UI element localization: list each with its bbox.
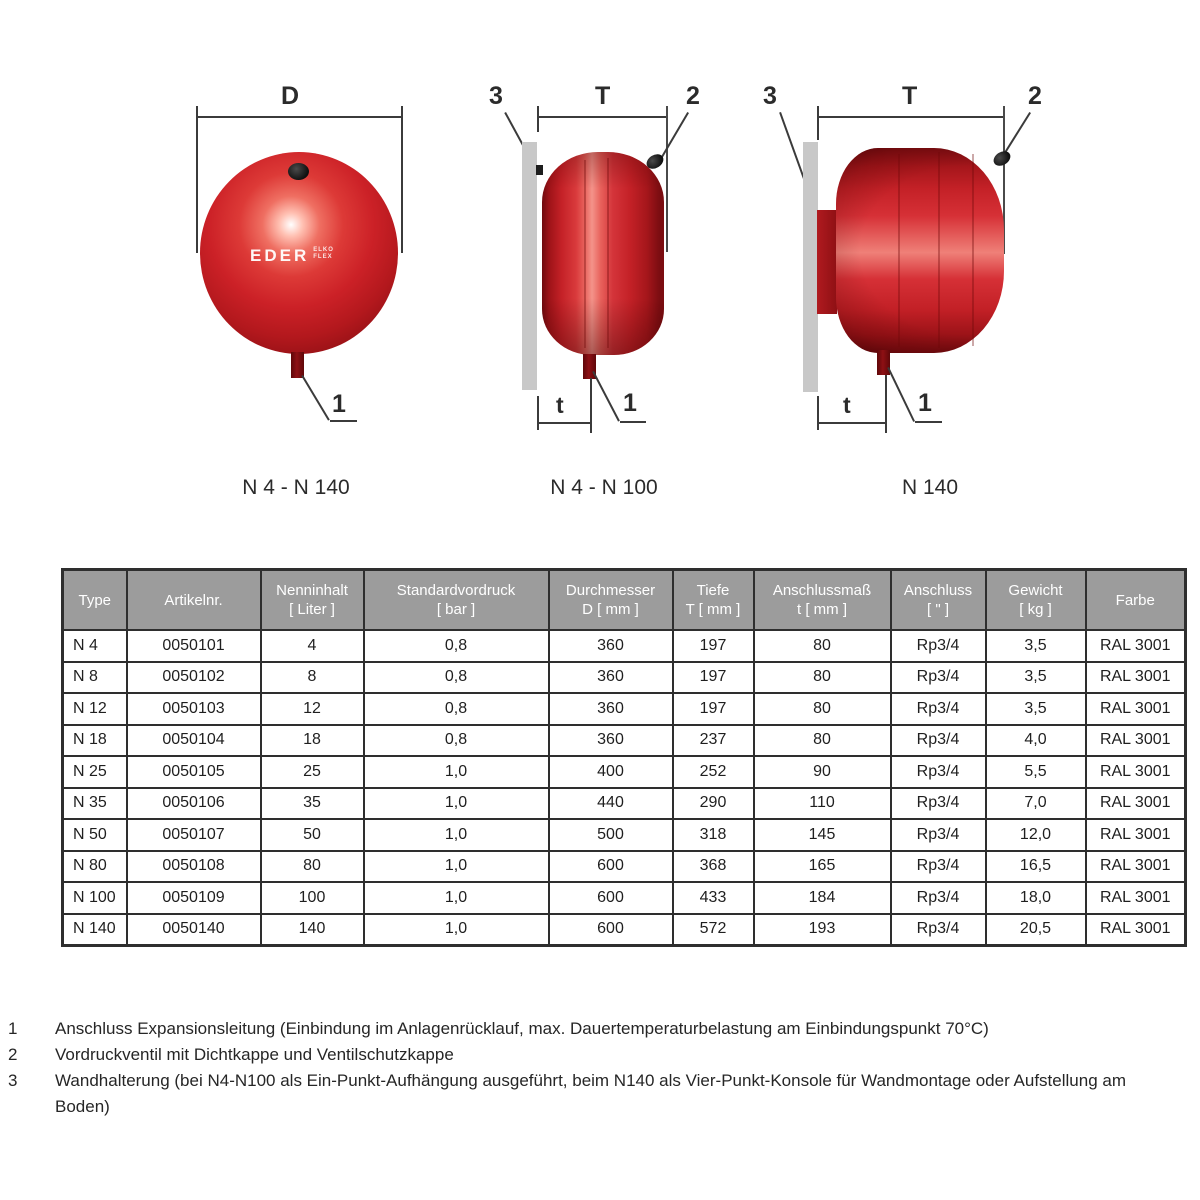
eder-logo: [250, 247, 334, 264]
ref-label-2: 2: [686, 82, 700, 110]
table-cell: 4,0: [986, 725, 1086, 757]
table-cell: RAL 3001: [1086, 882, 1186, 914]
table-cell: RAL 3001: [1086, 819, 1186, 851]
column-header: Anschlussmaß t [ mm ]: [754, 570, 891, 631]
table-cell: RAL 3001: [1086, 914, 1186, 946]
table-cell: 20,5: [986, 914, 1086, 946]
vessel-seam: [584, 160, 586, 348]
vessel-seam: [607, 158, 609, 348]
footnote-row: [8, 1068, 1140, 1120]
table-cell: Rp3/4: [891, 914, 986, 946]
spec-table-wrap: [61, 568, 1187, 947]
table-cell: 3,5: [986, 662, 1086, 694]
table-cell: 0050101: [127, 630, 261, 662]
column-header: Durchmesser D [ mm ]: [549, 570, 673, 631]
table-cell: RAL 3001: [1086, 630, 1186, 662]
table-cell: Rp3/4: [891, 788, 986, 820]
table-cell: 0050109: [127, 882, 261, 914]
wall: [522, 142, 537, 390]
table-cell: 145: [754, 819, 891, 851]
table-cell: 440: [549, 788, 673, 820]
table-cell: N 35: [63, 788, 127, 820]
footnote-number: 1: [8, 1019, 18, 1038]
table-cell: 0050105: [127, 756, 261, 788]
table-cell: 197: [673, 630, 754, 662]
table-cell: 18: [261, 725, 364, 757]
table-cell: 1,0: [364, 851, 549, 883]
table-cell: 360: [549, 630, 673, 662]
table-cell: 3,5: [986, 630, 1086, 662]
table-row: [63, 630, 1186, 662]
spec-table: [61, 568, 1187, 947]
t-dim-tick-left: [817, 396, 819, 430]
table-cell: RAL 3001: [1086, 693, 1186, 725]
dim-label-t-lower: t: [556, 392, 564, 418]
t-dim-tick-right: [885, 375, 887, 433]
table-cell: 12,0: [986, 819, 1086, 851]
table-cell: 35: [261, 788, 364, 820]
vessel-cylinder-view: [836, 148, 1004, 353]
table-cell: 1,0: [364, 788, 549, 820]
table-cell: 8: [261, 662, 364, 694]
spec-table-body: [63, 630, 1186, 946]
table-cell: RAL 3001: [1086, 756, 1186, 788]
t-dimension-line: [538, 422, 591, 424]
vessel-seam: [972, 154, 974, 346]
table-cell: 0050102: [127, 662, 261, 694]
table-cell: 193: [754, 914, 891, 946]
dimension-ext-right: [401, 106, 403, 253]
table-cell: 400: [549, 756, 673, 788]
diagram-caption-2: N 4 - N 100: [550, 476, 658, 499]
table-cell: 0050108: [127, 851, 261, 883]
valve-icon: [991, 148, 1013, 169]
table-cell: 290: [673, 788, 754, 820]
column-header: Standardvordruck [ bar ]: [364, 570, 549, 631]
table-cell: 360: [549, 662, 673, 694]
footnotes: [8, 1016, 1140, 1120]
table-cell: N 140: [63, 914, 127, 946]
leader-line-1: [592, 371, 620, 422]
wall-bracket: [817, 210, 837, 314]
table-cell: 197: [673, 662, 754, 694]
table-cell: 252: [673, 756, 754, 788]
table-cell: 368: [673, 851, 754, 883]
leader-line-1: [887, 367, 915, 422]
table-cell: RAL 3001: [1086, 788, 1186, 820]
diagram-caption-1: N 4 - N 140: [242, 476, 350, 499]
table-cell: 90: [754, 756, 891, 788]
table-cell: 0050106: [127, 788, 261, 820]
column-header: Tiefe T [ mm ]: [673, 570, 754, 631]
table-cell: N 25: [63, 756, 127, 788]
leader-line-1-base: [915, 421, 942, 423]
table-cell: 165: [754, 851, 891, 883]
dimension-line-d: [197, 116, 403, 118]
table-cell: 5,5: [986, 756, 1086, 788]
table-cell: N 18: [63, 725, 127, 757]
column-header: Nenninhalt [ Liter ]: [261, 570, 364, 631]
table-cell: 80: [261, 851, 364, 883]
table-cell: 0,8: [364, 725, 549, 757]
dim-label-t-upper: T: [902, 82, 918, 110]
footnote-text: Wandhalterung (bei N4-N100 als Ein-Punkt-Aufhängung ausgeführt, beim N140 als Vier-Punkt-Konsole für Wandmontage oder Aufstellung am Boden): [55, 1071, 1126, 1116]
column-header: Anschluss [ " ]: [891, 570, 986, 631]
table-cell: 4: [261, 630, 364, 662]
dim-label-t-upper: T: [595, 82, 611, 110]
table-cell: Rp3/4: [891, 630, 986, 662]
table-cell: RAL 3001: [1086, 851, 1186, 883]
ref-label-1: 1: [332, 390, 346, 418]
t-dimension-line: [818, 422, 886, 424]
table-cell: 80: [754, 693, 891, 725]
table-cell: 18,0: [986, 882, 1086, 914]
table-cell: 80: [754, 725, 891, 757]
table-cell: 80: [754, 662, 891, 694]
table-cell: 0,8: [364, 693, 549, 725]
table-cell: 110: [754, 788, 891, 820]
table-cell: 360: [549, 693, 673, 725]
eder-logo-text: EDER: [250, 246, 310, 265]
table-row: [63, 882, 1186, 914]
table-cell: 197: [673, 693, 754, 725]
leader-line-1: [301, 375, 329, 421]
ref-label-1: 1: [918, 389, 932, 417]
eder-logo-subtext: ELKO FLEX: [313, 247, 334, 260]
table-cell: 600: [549, 882, 673, 914]
table-cell: 1,0: [364, 756, 549, 788]
table-cell: 318: [673, 819, 754, 851]
dim-label-d: D: [281, 82, 300, 110]
table-cell: Rp3/4: [891, 819, 986, 851]
vessel-seam: [898, 154, 900, 347]
ref-label-3: 3: [489, 82, 503, 110]
wall-mount-hook: [536, 165, 543, 175]
table-row: [63, 819, 1186, 851]
ref-label-3: 3: [763, 82, 777, 110]
table-cell: 360: [549, 725, 673, 757]
table-cell: 572: [673, 914, 754, 946]
table-cell: Rp3/4: [891, 756, 986, 788]
table-row: [63, 788, 1186, 820]
ref-label-2: 2: [1028, 82, 1042, 110]
vessel-seam: [938, 152, 940, 348]
table-cell: N 12: [63, 693, 127, 725]
t-dim-tick-right: [590, 378, 592, 433]
table-row: [63, 662, 1186, 694]
dimension-tick-left: [817, 106, 819, 140]
column-header: Gewicht [ kg ]: [986, 570, 1086, 631]
table-cell: 25: [261, 756, 364, 788]
table-cell: Rp3/4: [891, 693, 986, 725]
table-cell: 600: [549, 914, 673, 946]
table-cell: 600: [549, 851, 673, 883]
ref-label-1: 1: [623, 389, 637, 417]
table-cell: RAL 3001: [1086, 662, 1186, 694]
table-cell: 3,5: [986, 693, 1086, 725]
table-cell: 0,8: [364, 630, 549, 662]
table-cell: 0050103: [127, 693, 261, 725]
table-cell: N 4: [63, 630, 127, 662]
table-cell: Rp3/4: [891, 725, 986, 757]
dimension-line-t: [818, 116, 1004, 118]
footnote-number: 2: [8, 1045, 18, 1064]
table-cell: 100: [261, 882, 364, 914]
table-cell: N 50: [63, 819, 127, 851]
table-cell: 0050104: [127, 725, 261, 757]
t-dim-tick-left: [537, 396, 539, 430]
wall: [803, 142, 818, 392]
dimension-line-t: [538, 116, 668, 118]
table-row: [63, 851, 1186, 883]
table-cell: 184: [754, 882, 891, 914]
table-cell: N 80: [63, 851, 127, 883]
table-row: [63, 756, 1186, 788]
table-cell: 50: [261, 819, 364, 851]
table-cell: 12: [261, 693, 364, 725]
table-cell: 140: [261, 914, 364, 946]
table-cell: 80: [754, 630, 891, 662]
valve-icon: [288, 163, 309, 180]
dimension-ext-right: [666, 106, 668, 252]
footnote-text: Anschluss Expansionsleitung (Einbindung im Anlagenrücklauf, max. Dauertemperaturbelastung am Einbindungspunkt 70°C): [55, 1019, 989, 1038]
table-cell: 237: [673, 725, 754, 757]
table-cell: RAL 3001: [1086, 725, 1186, 757]
table-row: [63, 693, 1186, 725]
leader-line-1-base: [330, 420, 357, 422]
table-cell: 0050140: [127, 914, 261, 946]
table-row: [63, 914, 1186, 946]
table-cell: 16,5: [986, 851, 1086, 883]
footnote-number: 3: [8, 1071, 18, 1090]
table-cell: 7,0: [986, 788, 1086, 820]
vessel-side-view: [542, 152, 664, 355]
footnote-text: Vordruckventil mit Dichtkappe und Ventilschutzkappe: [55, 1045, 454, 1064]
table-cell: 1,0: [364, 914, 549, 946]
dimension-ext-left: [196, 106, 198, 253]
column-header: Type: [63, 570, 127, 631]
footnote-row: [8, 1042, 1140, 1068]
table-cell: N 8: [63, 662, 127, 694]
table-cell: 1,0: [364, 882, 549, 914]
table-cell: Rp3/4: [891, 882, 986, 914]
table-cell: N 100: [63, 882, 127, 914]
table-cell: Rp3/4: [891, 851, 986, 883]
table-cell: 433: [673, 882, 754, 914]
table-cell: 1,0: [364, 819, 549, 851]
leader-line-1-base: [620, 421, 646, 423]
table-cell: 0,8: [364, 662, 549, 694]
table-row: [63, 725, 1186, 757]
column-header: Farbe: [1086, 570, 1186, 631]
table-cell: 500: [549, 819, 673, 851]
diagram-caption-3: N 140: [901, 476, 959, 499]
dim-label-t-lower: t: [843, 392, 851, 418]
footnote-row: [8, 1016, 1140, 1042]
column-header: Artikelnr.: [127, 570, 261, 631]
spec-table-head: [63, 570, 1186, 631]
dimension-tick-left: [537, 106, 539, 132]
table-cell: Rp3/4: [891, 662, 986, 694]
table-cell: 0050107: [127, 819, 261, 851]
